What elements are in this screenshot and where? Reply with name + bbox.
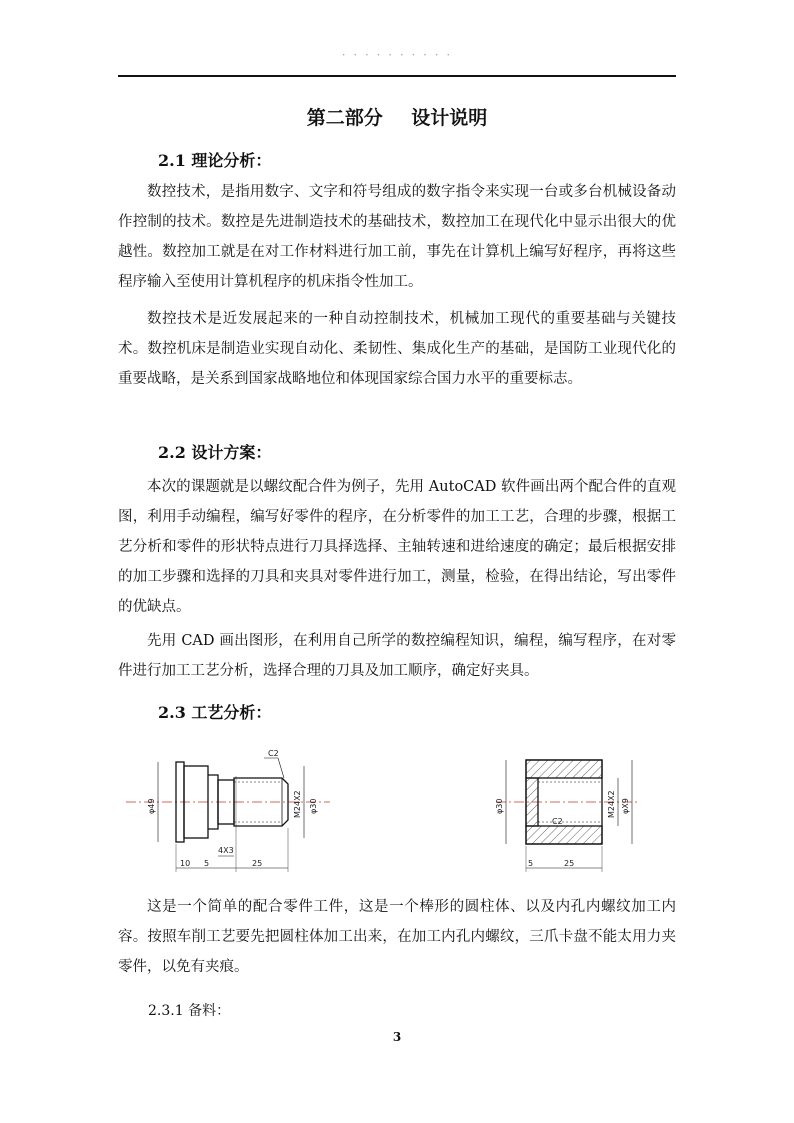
- shaft-dim-25: 25: [252, 859, 263, 868]
- paragraph-design-1: 本次的课题就是以螺纹配合件为例子，先用 AutoCAD 软件画出两个配合件的直观图，利用手动编程，编写好零件的程序，在分析零件的加工工艺，合理的步骤，根据工艺分析和零件的形状特点进行刀具择选择、主轴转速和进给速度的确定；最后根据安排的加工步骤和选择的刀具和夹具对零件进行加工，测量，检验，在得出结论，写出零件的优缺点。: [118, 479, 676, 615]
- engineering-drawings: [118, 740, 678, 880]
- sleeve-dim-25: 25: [564, 859, 575, 868]
- page-title: 第二部分 设计说明: [306, 107, 488, 129]
- sleeve-diameter-right-label: φX9: [621, 798, 630, 814]
- section-heading-2-2: 2.2 设计方案：: [158, 443, 272, 462]
- subsection-heading-2-3-1: 2.3.1 备料：: [148, 1003, 231, 1019]
- paragraph-theory-1: 数控技术，是指用数字、文字和符号组成的数字指令来实现一台或多台机械设备动作控制的技术。数控是先进制造技术的基础技术，数控加工在现代化中显示出很大的优越性。数控加工就是在对工作材料进行加工前，事先在计算机上编写好程序，再将这些程序输入至使用计算机程序的机床指令性加工。: [118, 184, 676, 290]
- paragraph-theory-2: 数控技术是近发展起来的一种自动控制技术，机械加工现代的重要基础与关键技术。数控机床是制造业实现自动化、柔韧性、集成化生产的基础，是国防工业现代化的重要战略，是关系到国家战略地位和体现国家综合国力水平的重要标志。: [118, 311, 676, 387]
- section-heading-2-3: 2.3 工艺分析：: [158, 703, 272, 722]
- shaft-diameter-right-label: φ30: [309, 798, 318, 814]
- page-number: 3: [392, 1030, 402, 1044]
- paragraph-process: 这是一个简单的配合零件工件，这是一个棒形的圆柱体、以及内孔内螺纹加工内容。按照车削工艺要先把圆柱体加工出来，在加工内孔内螺纹，三爪卡盘不能太用力夹零件，以免有夹痕。: [118, 899, 676, 975]
- shaft-chamfer-label: C2: [268, 749, 279, 758]
- sleeve-thread-label: M24X2: [607, 790, 616, 818]
- shaft-groove-label: 4X3: [218, 846, 234, 855]
- sleeve-diameter-left-label: φ30: [495, 798, 504, 814]
- sleeve-chamfer-label: C2: [552, 817, 563, 826]
- section-heading-2-1: 2.1 理论分析：: [158, 151, 272, 170]
- paragraph-design-2: 先用 CAD 画出图形，在利用自己所学的数控编程知识，编程，编写程序，在对零件进行加工工艺分析，选择合理的刀具及加工顺序，确定好夹具。: [118, 633, 676, 679]
- sleeve-drawing: [496, 760, 638, 872]
- shaft-dim-5: 5: [204, 859, 210, 868]
- shaft-thread-label: M24X2: [293, 790, 302, 818]
- header-rule: [118, 75, 676, 77]
- sleeve-dim-5: 5: [528, 859, 534, 868]
- shaft-dim-10: 10: [180, 859, 191, 868]
- page-header-text: · · · · · · · · · ·: [341, 48, 453, 62]
- shaft-diameter-left-label: φ49: [147, 798, 156, 814]
